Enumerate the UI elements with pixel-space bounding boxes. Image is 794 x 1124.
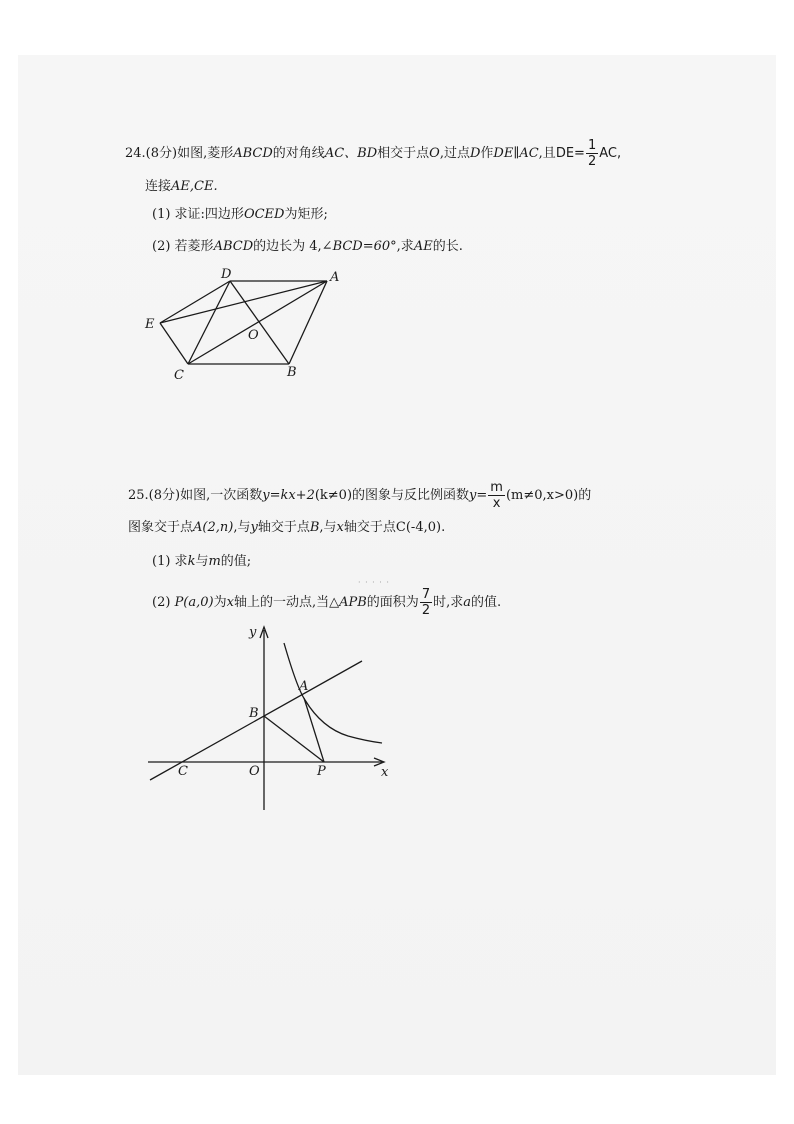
label-O: O xyxy=(249,764,260,779)
label-C: C xyxy=(174,368,184,383)
label-A: A xyxy=(299,679,309,694)
q25-fraction-seven-halves: $\frac{7}{2}$ xyxy=(421,587,431,618)
label-B: B xyxy=(249,706,259,721)
label-x: x xyxy=(381,765,389,780)
label-B: B xyxy=(287,365,297,380)
faint-scan-mark: · · · · · xyxy=(358,578,390,587)
label-C: C xyxy=(178,764,188,779)
q25-fraction-m-over-x: $\frac{m}{x}$ xyxy=(490,480,503,511)
q25-line1: 25.(8分)如图,一次函数y=kx+2(k≠0)的图象与反比例函数y= $\frac{m}{x}$ (m≠0,x>0)的 xyxy=(128,480,592,511)
q25-line2: 图象交于点A(2,n),与y轴交于点B,与x轴交于点C(-4,0). xyxy=(128,520,446,535)
label-P: P xyxy=(317,764,326,779)
q25-part1: (1) 求k与m的值; xyxy=(152,554,252,569)
q24-part2: (2) 若菱形ABCD的边长为 4,∠BCD=60°,求AE的长. xyxy=(152,239,463,254)
q24-fraction-half: $\frac{1}{2}$ xyxy=(587,138,597,169)
q24-line1: 24.(8分)如图,菱形ABCD的对角线AC、BD相交于点O,过点D作DE∥AC,且DE= $\frac{1}{2}$ AC, xyxy=(125,138,622,169)
scanned-page xyxy=(18,55,776,1075)
q24-line2: 连接AE,CE. xyxy=(145,179,218,194)
label-O: O xyxy=(248,328,259,343)
q25-part2: (2) P(a,0)为x轴上的一动点,当△APB的面积为 $\frac{7}{2}$ 时,求a的值. xyxy=(152,587,502,618)
label-D: D xyxy=(221,267,232,282)
label-E: E xyxy=(145,317,155,332)
label-A: A xyxy=(330,270,340,285)
label-y: y xyxy=(249,625,257,640)
q24-part1: (1) 求证:四边形OCED为矩形; xyxy=(152,207,328,222)
